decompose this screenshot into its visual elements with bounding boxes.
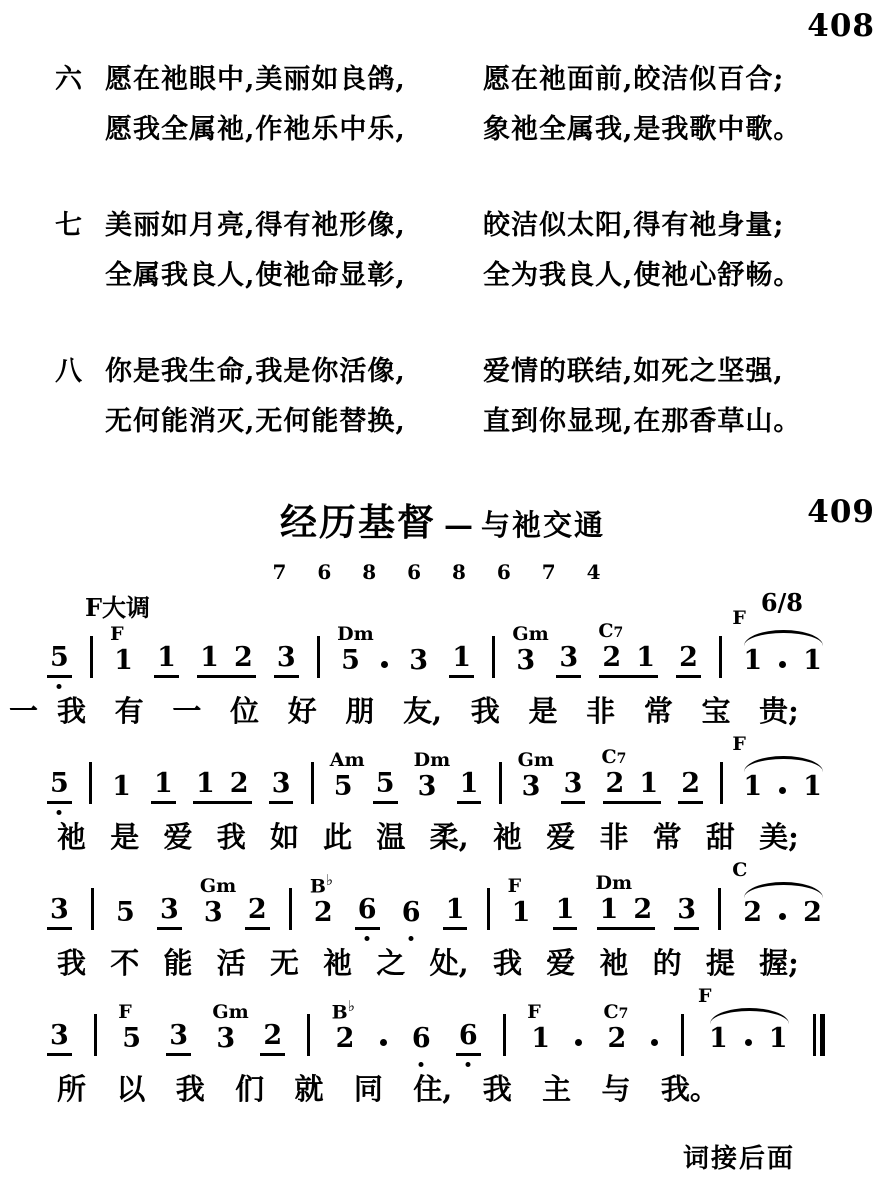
group-underline xyxy=(599,644,658,678)
note-digit: 1 xyxy=(743,645,763,676)
barline xyxy=(499,762,502,804)
lyric-syllable: 常 xyxy=(643,694,673,728)
barline xyxy=(307,1014,310,1056)
group-underline xyxy=(193,770,252,804)
note xyxy=(109,773,134,804)
note-digit: 1 xyxy=(553,896,578,930)
note xyxy=(331,996,358,1056)
lyric-syllable: 朋 xyxy=(345,694,375,728)
note-digit: 5 xyxy=(122,1023,142,1054)
lyric-syllable: 的 xyxy=(652,946,682,980)
lyric-syllable: 友, xyxy=(403,694,443,728)
note xyxy=(166,1022,191,1056)
verse-phrase: 美丽如月亮,得有祂形像, xyxy=(105,210,406,241)
lyric-syllable: 不 xyxy=(110,946,140,980)
note-digit: 6 xyxy=(456,1022,481,1056)
chord-quality: m xyxy=(216,875,237,897)
lyric-syllable: 我 xyxy=(492,946,522,980)
note xyxy=(553,896,578,930)
note xyxy=(676,644,701,678)
verse-phrase: 象祂全属我,是我歌中歌。 xyxy=(483,114,802,145)
verse-phrase: 愿在祂面前,皎洁似百合; xyxy=(483,64,785,95)
note-digit: 5 xyxy=(341,645,360,676)
barline xyxy=(91,888,94,930)
low-octave-dot xyxy=(466,1062,471,1067)
lyric-syllable: 握; xyxy=(759,946,799,980)
chord-label: B♭ xyxy=(309,870,333,897)
tie-arc xyxy=(710,1008,789,1024)
barline xyxy=(89,762,92,804)
augmentation-dot xyxy=(745,1039,752,1046)
lyric-line xyxy=(9,694,799,728)
note-digit: 6 xyxy=(411,1023,431,1054)
note xyxy=(409,1025,434,1056)
lyric-syllable: 好 xyxy=(287,694,317,728)
note xyxy=(113,899,138,930)
note-digit: 1 xyxy=(803,771,822,802)
tie-arc xyxy=(744,882,823,898)
chord-label: Gm xyxy=(212,1001,249,1023)
chord-quality: 7 xyxy=(616,751,627,767)
chord-quality: 7 xyxy=(613,625,624,641)
note xyxy=(556,644,581,678)
hymn-meter: 7 6 8 6 8 6 7 4 xyxy=(272,560,613,584)
time-signature: 6/8 xyxy=(760,588,803,617)
barline xyxy=(311,762,314,804)
note xyxy=(274,644,299,678)
lyric-syllable: 位 xyxy=(230,694,260,728)
verse-phrase: 愿我全属祂,作祂乐中乐, xyxy=(105,114,406,145)
chord-quality: m xyxy=(353,623,374,645)
chord-quality: m xyxy=(528,623,549,645)
lyric-syllable: 爱 xyxy=(546,946,576,980)
lyric-syllable: 祂 xyxy=(599,946,629,980)
note-group xyxy=(193,770,252,804)
augmentation-dot xyxy=(651,1039,658,1046)
lyric-syllable: 祂 xyxy=(57,820,87,854)
lyric-syllable: 我 xyxy=(482,1072,512,1106)
note-digit: 5 xyxy=(47,644,72,678)
lyric-syllable: 是 xyxy=(528,694,558,728)
note-digit: 2 xyxy=(676,644,701,678)
chord-quality: m xyxy=(612,872,633,894)
chord-label: Dm xyxy=(413,749,451,771)
lyric-syllable: 我 xyxy=(216,820,246,854)
note-digit: 1 xyxy=(112,771,131,802)
lyric-syllable: 住, xyxy=(413,1072,453,1106)
note-digit: 2 xyxy=(803,897,822,928)
note-digit: 1 xyxy=(803,645,822,676)
note-digit: 1 xyxy=(768,1023,788,1054)
tie-group xyxy=(732,733,825,804)
note xyxy=(157,896,182,930)
chord-label: Dm xyxy=(595,872,633,894)
note xyxy=(199,875,237,930)
note xyxy=(706,1025,731,1056)
note xyxy=(740,773,765,804)
note-digit: 3 xyxy=(674,896,699,930)
note-group xyxy=(598,620,658,678)
barline xyxy=(94,1014,97,1056)
chord-label: F xyxy=(118,1001,132,1023)
lyric-syllable: 常 xyxy=(652,820,682,854)
lyric-syllable: 我 xyxy=(175,1072,205,1106)
augmentation-dot xyxy=(381,661,388,668)
note xyxy=(740,647,765,678)
chord-quality: m xyxy=(430,749,451,771)
chord-quality: m xyxy=(533,749,554,771)
chord-label: C7 xyxy=(601,746,627,768)
augmentation-dot xyxy=(575,1039,582,1046)
lyric-syllable: 所 xyxy=(57,1072,87,1106)
note-digit: 1 xyxy=(599,894,619,925)
lyric-syllable: 有 xyxy=(114,694,144,728)
note-digit: 6 xyxy=(355,896,380,930)
note-digit: 3 xyxy=(274,644,299,678)
lyric-syllable: 以 xyxy=(116,1072,146,1106)
verse-line xyxy=(55,55,855,105)
note xyxy=(512,623,549,678)
bar-thin xyxy=(813,1014,816,1056)
lyric-syllable: 祂 xyxy=(492,820,522,854)
hymn-title-subtitle: 与祂交通 xyxy=(480,508,605,542)
notation-line xyxy=(47,985,825,1056)
note-digit: 5 xyxy=(47,770,72,804)
barline xyxy=(719,636,722,678)
chord-label: F xyxy=(732,733,746,755)
note-digit: 5 xyxy=(116,897,135,928)
note-digit: 2 xyxy=(605,768,625,799)
note-digit: 2 xyxy=(335,1023,355,1054)
note xyxy=(399,899,424,930)
bar-thick xyxy=(820,1014,825,1056)
lyric-syllable: 能 xyxy=(163,946,193,980)
key-signature: F大调 xyxy=(85,593,151,622)
note-digit: 3 xyxy=(166,1022,191,1056)
note-digit: 1 xyxy=(443,896,468,930)
lyric-syllable: 美; xyxy=(759,820,799,854)
lyric-syllable: 贵; xyxy=(759,694,799,728)
note-digit: 1 xyxy=(639,768,659,799)
stanza-number: 一 xyxy=(9,694,39,728)
note-digit: 1 xyxy=(151,770,176,804)
notation-line xyxy=(47,733,825,804)
note-digit: 2 xyxy=(678,770,703,804)
flat-sign-icon: ♭ xyxy=(325,870,333,889)
lyric-syllable: 与 xyxy=(601,1072,631,1106)
lyric-syllable: 此 xyxy=(323,820,353,854)
note-digit: 1 xyxy=(511,897,531,928)
note xyxy=(406,647,431,678)
verse-line xyxy=(55,201,855,251)
lyric-syllable: 是 xyxy=(110,820,140,854)
note-group xyxy=(197,644,256,678)
low-octave-dot xyxy=(409,936,414,941)
verse xyxy=(55,201,855,301)
lyric-syllable: 就 xyxy=(294,1072,324,1106)
chord-label: C7 xyxy=(598,620,624,642)
note-digit: 1 xyxy=(457,770,482,804)
tie-group xyxy=(697,985,791,1056)
chord-label: Am xyxy=(329,749,365,771)
note xyxy=(47,896,72,930)
note xyxy=(110,623,136,678)
augmentation-dot xyxy=(380,1039,387,1046)
note xyxy=(47,1022,72,1056)
note xyxy=(456,1022,481,1056)
final-double-barline xyxy=(813,1014,825,1056)
low-octave-dot xyxy=(57,684,62,689)
note xyxy=(47,770,72,804)
verse-number: 八 xyxy=(55,356,82,387)
note xyxy=(355,896,380,930)
chord-label: C7 xyxy=(603,1001,629,1023)
note xyxy=(443,896,468,930)
note xyxy=(245,896,270,930)
note-digit: 3 xyxy=(47,1022,72,1056)
note-digit: 1 xyxy=(636,642,655,673)
note-digit: 2 xyxy=(260,1022,285,1056)
lyric-syllable: 甜 xyxy=(705,820,735,854)
note xyxy=(603,1001,629,1056)
note-digit: 2 xyxy=(233,642,253,673)
verse-number: 七 xyxy=(55,210,82,241)
barline xyxy=(492,636,495,678)
note-digit: 3 xyxy=(417,771,437,802)
low-octave-dot xyxy=(57,810,62,815)
note-digit: 5 xyxy=(333,771,353,802)
note-digit: 5 xyxy=(373,770,398,804)
chord-label: F xyxy=(110,623,124,645)
verse-number: 六 xyxy=(55,64,82,95)
hymn-number: 409 xyxy=(807,494,875,530)
verse-phrase: 你是我生命,我是你活像, xyxy=(105,356,406,387)
group-underline xyxy=(603,770,662,804)
chord-quality: m xyxy=(228,1001,249,1023)
lyric-syllable: 柔, xyxy=(429,820,469,854)
lyric-syllable: 我。 xyxy=(660,1072,719,1106)
note xyxy=(800,647,825,678)
verse-phrase: 全属我良人,使祂命显彰, xyxy=(105,260,406,291)
note xyxy=(47,644,72,678)
note xyxy=(527,1001,553,1056)
lyric-line xyxy=(57,946,799,980)
barline xyxy=(720,762,723,804)
chord-label: B♭ xyxy=(331,996,355,1023)
lyric-syllable: 处, xyxy=(429,946,469,980)
note-digit: 3 xyxy=(47,896,72,930)
note xyxy=(373,770,398,804)
lyric-syllable: 温 xyxy=(376,820,406,854)
note-digit: 3 xyxy=(561,770,586,804)
note xyxy=(449,644,474,678)
barline xyxy=(487,888,490,930)
note xyxy=(800,899,825,930)
hymn-title-dash: — xyxy=(443,508,473,542)
note-digit: 2 xyxy=(245,896,270,930)
flat-sign-icon: ♭ xyxy=(347,996,355,1015)
lyric-syllable: 非 xyxy=(599,820,629,854)
verse-number-spacer xyxy=(55,397,105,447)
note-digit: 3 xyxy=(269,770,294,804)
chord-label: Gm xyxy=(512,623,549,645)
verse-line xyxy=(55,251,855,301)
note xyxy=(329,749,365,804)
note-digit: 1 xyxy=(531,1023,550,1054)
barline xyxy=(289,888,292,930)
lyric-syllable: 爱 xyxy=(546,820,576,854)
lyric-syllable: 爱 xyxy=(163,820,193,854)
barline xyxy=(718,888,721,930)
notation-line xyxy=(47,859,825,930)
note-digit: 2 xyxy=(743,897,763,928)
chord-label: Gm xyxy=(517,749,554,771)
augmentation-dot xyxy=(779,661,786,668)
note xyxy=(766,1025,791,1056)
note-digit: 1 xyxy=(449,644,474,678)
note xyxy=(151,770,176,804)
note xyxy=(507,875,534,930)
note xyxy=(260,1022,285,1056)
note-digit: 3 xyxy=(157,896,182,930)
barline xyxy=(317,636,320,678)
verse-number-spacer xyxy=(55,251,105,301)
lyric-syllable: 宝 xyxy=(701,694,731,728)
note-group xyxy=(595,872,656,930)
chord-label: Dm xyxy=(337,623,374,645)
verse-phrase: 皎洁似太阳,得有祂身量; xyxy=(483,210,785,241)
lyric-syllable: 我 xyxy=(57,694,87,728)
verse-phrase: 无何能消灭,无何能替换, xyxy=(105,406,406,437)
lyric-line xyxy=(57,1072,719,1106)
note-digit: 2 xyxy=(602,642,622,673)
note xyxy=(118,1001,144,1056)
page-number: 408 xyxy=(807,8,875,44)
note-digit: 1 xyxy=(200,642,219,673)
chord-quality: m xyxy=(344,749,365,771)
verse xyxy=(55,347,855,447)
lyric-syllable: 活 xyxy=(216,946,246,980)
lyric-syllable: 如 xyxy=(269,820,299,854)
group-underline xyxy=(597,896,656,930)
lyric-line xyxy=(57,820,799,854)
verse-phrase: 全为我良人,使祂心舒畅。 xyxy=(483,260,802,291)
tie-group xyxy=(732,859,825,930)
barline xyxy=(681,1014,684,1056)
augmentation-dot xyxy=(779,787,786,794)
note xyxy=(517,749,554,804)
verse-number-spacer xyxy=(55,105,105,155)
note xyxy=(740,899,765,930)
chord-label: F xyxy=(527,1001,541,1023)
hymn-title-row xyxy=(0,492,885,546)
chord-label: Gm xyxy=(199,875,237,897)
note-digit: 2 xyxy=(633,894,653,925)
tie-group xyxy=(732,607,825,678)
chord-label: C xyxy=(732,859,748,881)
note xyxy=(154,644,179,678)
group-underline xyxy=(197,644,256,678)
barline xyxy=(503,1014,506,1056)
verses-section xyxy=(55,55,855,493)
note xyxy=(212,1001,249,1056)
verse-phrase: 直到你显现,在那香草山。 xyxy=(483,406,802,437)
lyric-syllable: 我 xyxy=(470,694,500,728)
lyric-syllable: 们 xyxy=(235,1072,265,1106)
verse-line xyxy=(55,105,855,155)
lyric-syllable: 同 xyxy=(353,1072,383,1106)
note xyxy=(561,770,586,804)
note-digit: 1 xyxy=(195,768,215,799)
note-digit: 3 xyxy=(516,645,536,676)
note-digit: 3 xyxy=(556,644,581,678)
low-octave-dot xyxy=(365,936,370,941)
low-octave-dot xyxy=(419,1062,424,1067)
augmentation-dot xyxy=(779,913,786,920)
note-digit: 2 xyxy=(313,897,333,928)
hymn-title-main: 经历基督 xyxy=(279,500,436,544)
note xyxy=(457,770,482,804)
note-digit: 3 xyxy=(521,771,541,802)
lyric-syllable: 无 xyxy=(269,946,299,980)
verse-phrase: 愿在祂眼中,美丽如良鸽, xyxy=(105,64,406,95)
lyric-syllable: 非 xyxy=(586,694,616,728)
chord-label: F xyxy=(507,875,522,897)
note xyxy=(674,896,699,930)
tie-arc xyxy=(744,630,823,646)
note xyxy=(309,870,336,930)
note-digit: 3 xyxy=(216,1023,236,1054)
verse-line xyxy=(55,347,855,397)
note-digit: 1 xyxy=(154,644,179,678)
lyric-syllable: 主 xyxy=(542,1072,572,1106)
footer-note: 词接后面 xyxy=(682,1144,795,1174)
lyric-syllable: 之 xyxy=(376,946,406,980)
note xyxy=(800,773,825,804)
lyric-syllable: 提 xyxy=(705,946,735,980)
note-digit: 6 xyxy=(401,897,421,928)
note xyxy=(678,770,703,804)
chord-label: F xyxy=(697,985,712,1007)
note xyxy=(337,623,374,678)
chord-label: F xyxy=(732,607,746,629)
verse-phrase: 爱情的联结,如死之坚强, xyxy=(483,356,784,387)
note-digit: 3 xyxy=(409,645,429,676)
note-group xyxy=(601,746,662,804)
note xyxy=(413,749,451,804)
verse-line xyxy=(55,397,855,447)
lyric-syllable: 祂 xyxy=(323,946,353,980)
lyric-syllable: 一 xyxy=(172,694,202,728)
note-digit: 1 xyxy=(743,771,763,802)
chord-quality: 7 xyxy=(618,1006,629,1022)
note-digit: 2 xyxy=(607,1023,627,1054)
barline xyxy=(90,636,93,678)
note xyxy=(269,770,294,804)
note-digit: 2 xyxy=(229,768,249,799)
lyric-syllable: 我 xyxy=(57,946,87,980)
tie-arc xyxy=(744,756,823,772)
verse xyxy=(55,55,855,155)
note-digit: 3 xyxy=(203,897,223,928)
note-digit: 1 xyxy=(708,1023,728,1054)
note-digit: 1 xyxy=(114,645,133,676)
